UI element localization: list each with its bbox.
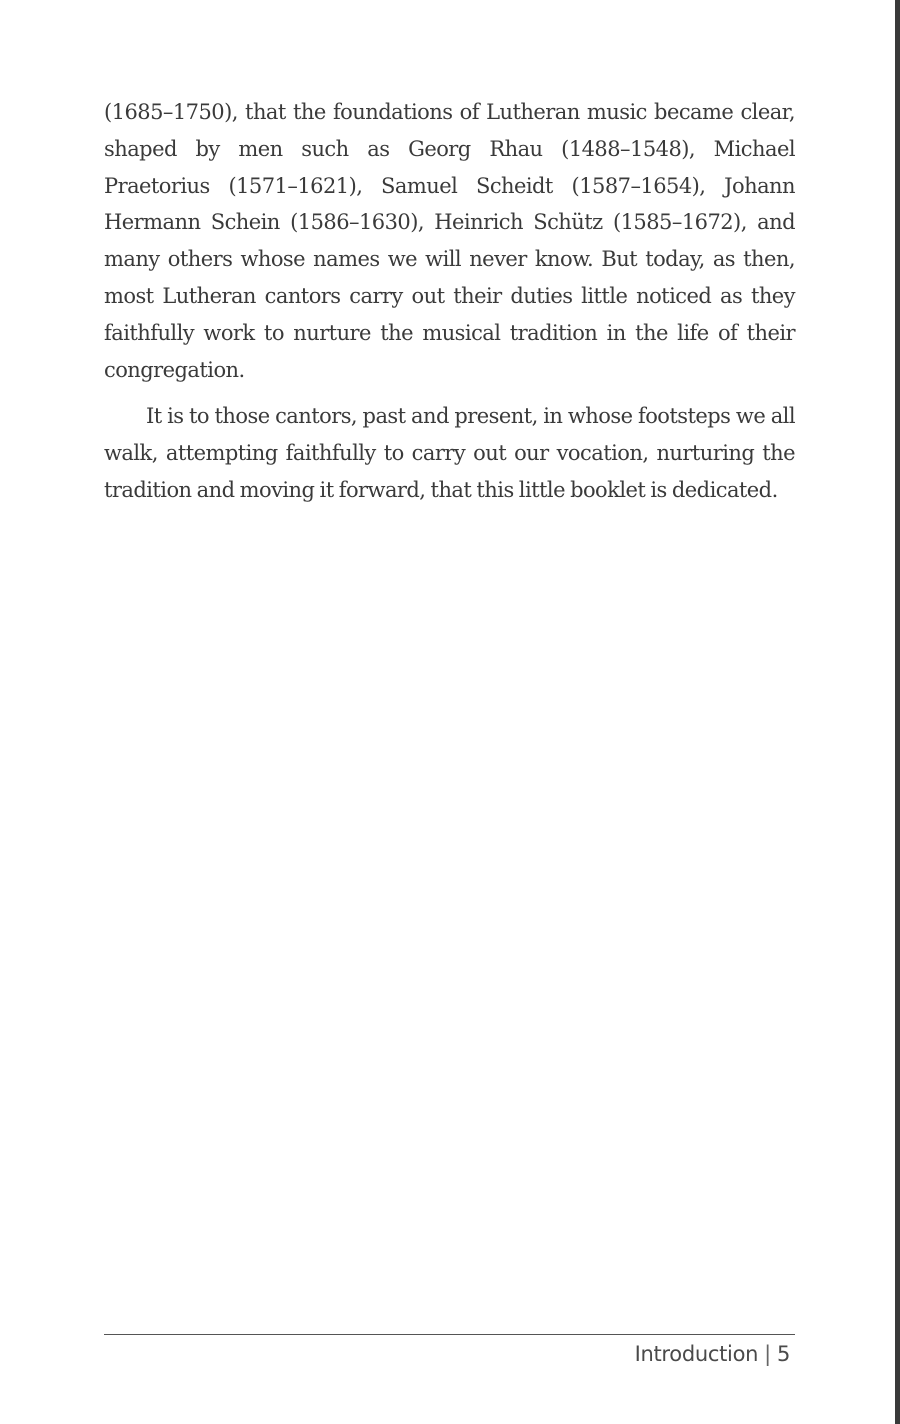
page-number: 5: [776, 1342, 790, 1366]
footer-section-title: Introduction: [634, 1342, 759, 1366]
footer-rule: [104, 1334, 795, 1335]
paragraph: (1685–1750), that the foundations of Lutheran music became clear, shaped by men such as Georg Rhau (1488–1548), Michael Praetorius (1571–1621), Samuel Scheidt (1587–1654), Johann Hermann Schein (1586–1630), Heinrich Schütz (1585–1672), and many others whose names we will never know. But today, as then, most Lutheran cantors carry out their duties little noticed as they faithfully work to nurture the musical tradition in the life of their congregation.: [104, 100, 795, 382]
paragraph: It is to those cantors, past and present, in whose footsteps we all walk, attempting faithfully to carry out our vocation, nurturing the tradition and moving it forward, that this little booklet is dedicated.: [104, 404, 795, 502]
footer-separator: |: [764, 1342, 771, 1366]
running-footer: [635, 1339, 790, 1369]
body-text: [104, 94, 795, 519]
